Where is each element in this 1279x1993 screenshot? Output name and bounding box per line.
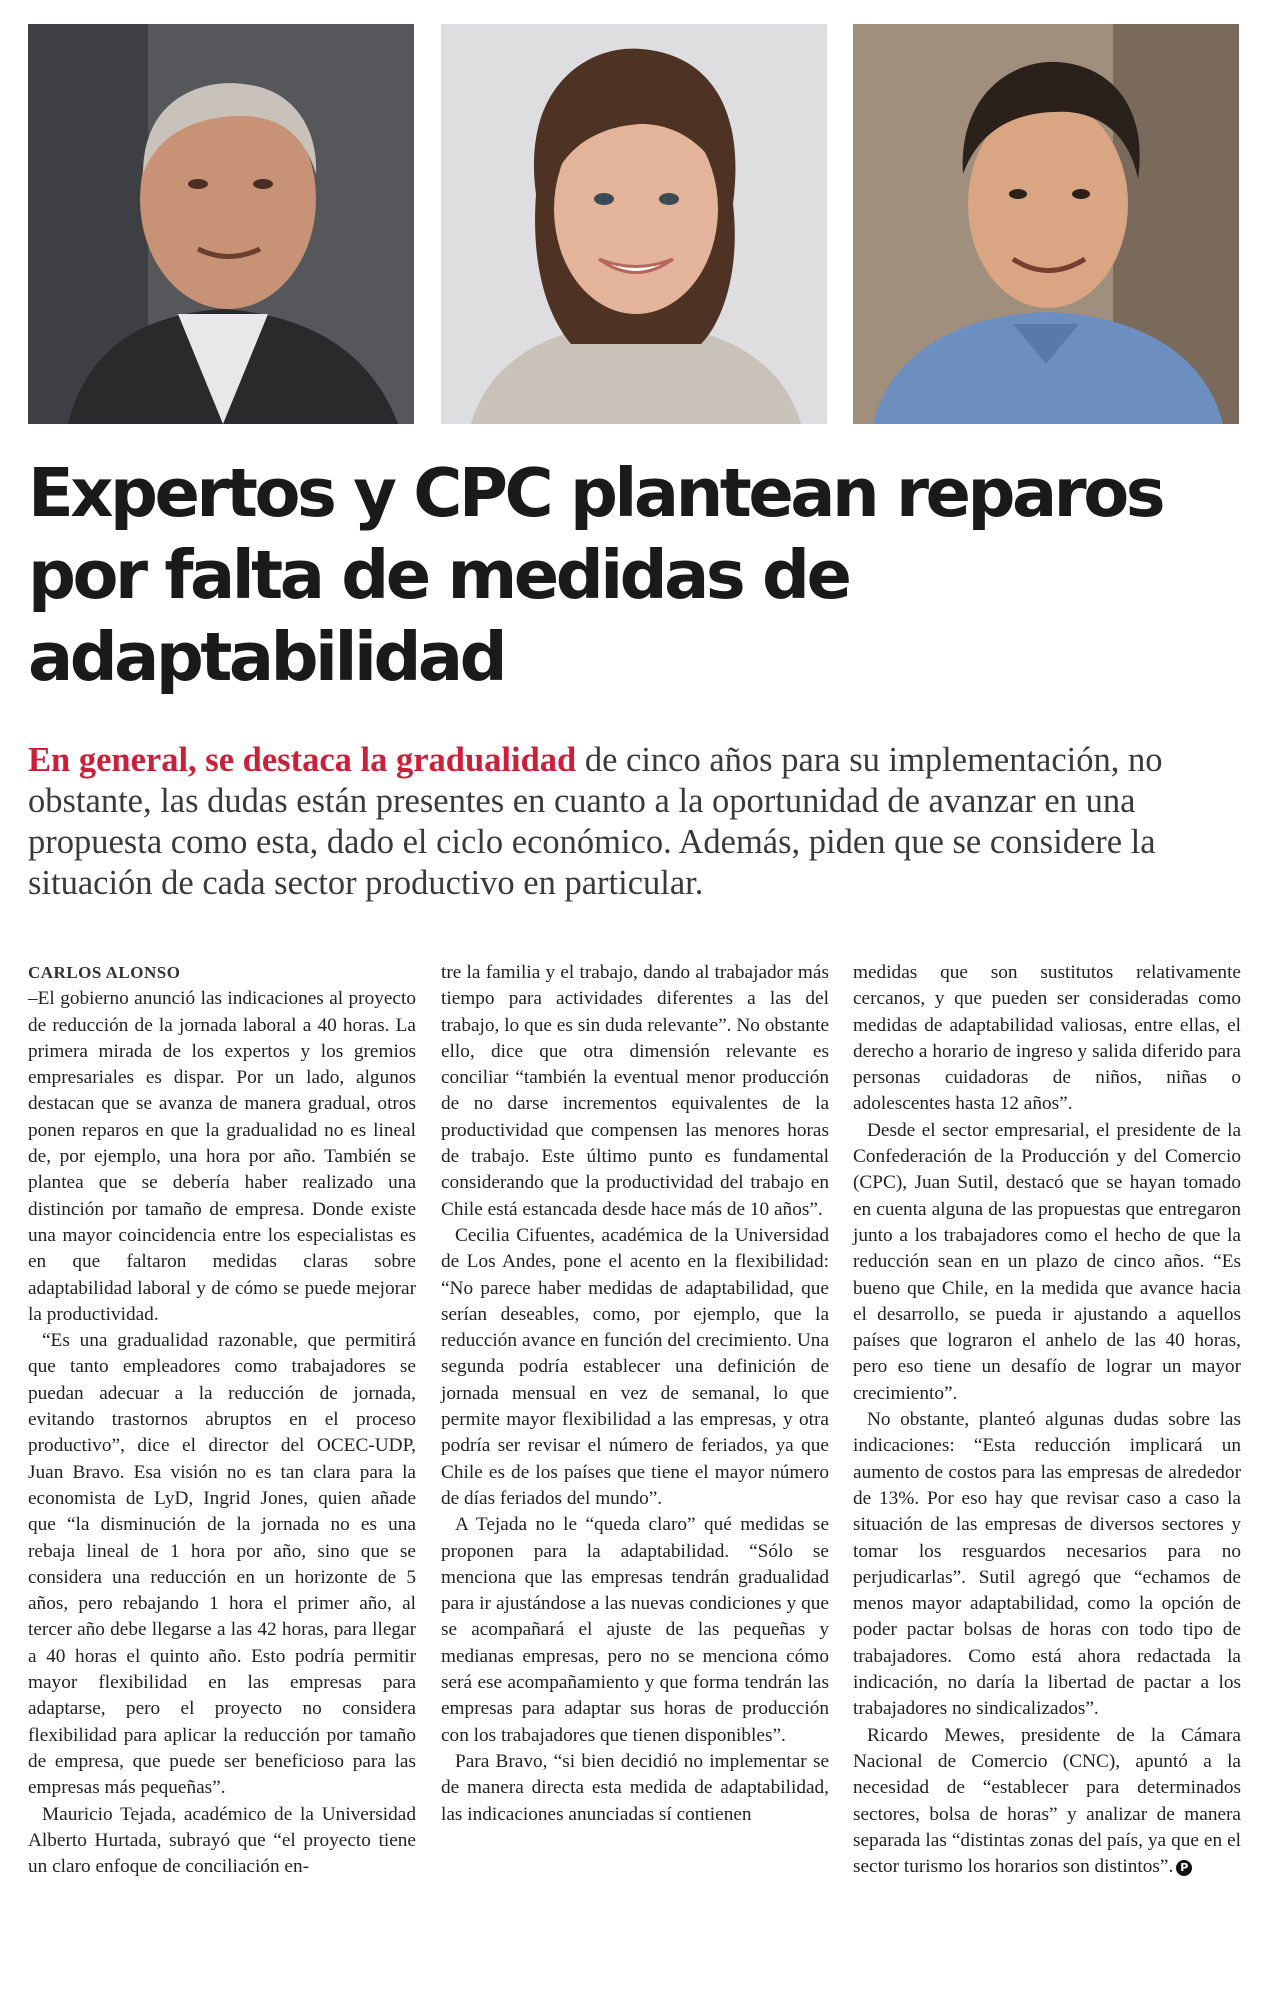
dek-text: de cinco años para su implementación, no obstante, las dudas están presentes en cuanto a la oportunidad de avanzar en una propuesta como esta, dado el ciclo económico. Además, piden que se considere la situación de cada sector productivo en particular. (28, 741, 1163, 902)
paragraph: –El gobierno anunció las indicaciones al proyecto de reducción de la jornada laboral a 40 horas. La primera mirada de los expertos y los gremios empresariales es dispar. Por un lado, algunos destacan que se avanza de manera gradual, otros ponen reparos en que la gradualidad no es lineal de, por ejemplo, una hora por año. También se plantea que se debería haber realizado una distinción por tamaño de empresa. Donde existe una mayor coincidencia entre los especialistas es en que faltaron medidas claras sobre adaptabilidad laboral y de cómo se puede mejorar la productividad. (28, 988, 416, 1325)
article-headline: Expertos y CPC plantean reparos por falta de medidas de adaptabilidad (28, 454, 1163, 696)
paragraph: Mauricio Tejada, académico de la Universidad Alberto Hurtada, subrayó que “el proyecto tiene un claro enfoque de conciliación en- (28, 1803, 416, 1878)
paragraph: Para Bravo, “si bien decidió no implementar se de manera directa esta medida de adaptabilidad, las indicaciones anunciadas sí contienen (441, 1750, 829, 1825)
paragraph: Desde el sector empresarial, el presidente de la Confederación de la Producción y del Comercio (CPC), Juan Sutil, destacó que se hayan tomado en cuenta alguna de las propuestas que entregaron junto a los trabajadores como el hecho de que la reducción sean en un plazo de cinco años. “Es bueno que Chile, en la medida que avance hacia el desarrollo, se pueda ir ajustando a aquellos países que lograron el anhelo de las 40 horas, pero eso tiene un desafío de lograr un mayor crecimiento”. (853, 1119, 1241, 1404)
dek-highlight: En general, se destaca la gradualidad (28, 741, 577, 779)
article-column-2 (441, 960, 829, 1828)
paragraph: Cecilia Cifuentes, académica de la Universidad de Los Andes, pone el acento en la flexibilidad: “No parece haber medidas de adaptabilidad, que serían deseables, como, por ejemplo, que la reducción avance en función del crecimiento. Una segunda podría establecer una definición de jornada mensual en vez de semanal, lo que permite mayor flexibilidad a las empresas, y otra podría ser revisar el número de feriados, ya que Chile es de los países que tiene el mayor número de días feriados del mundo”. (441, 1224, 829, 1509)
article-dek (28, 740, 1248, 904)
portrait-photo-right (853, 24, 1239, 424)
portrait-photo-left (28, 24, 414, 424)
man-portrait-image (28, 24, 414, 424)
paragraph: “Es una gradualidad razonable, que permitirá que tanto empleadores como trabajadores se puedan adecuar a la reducción de jornada, evitando trastornos abruptos en el proceso productivo”, dice el director del OCEC-UDP, Juan Bravo. Esa visión no es tan clara para la economista de LyD, Ingrid Jones, quien añade que “la disminución de la jornada no es una rebaja lineal de 1 hora por año, sino que se considera una reducción en un horizonte de 5 años, pero rebajando 1 hora el primer año, al tercer año debe llegarse a las 42 horas, para llegar a 40 horas el quinto año. Esto podría permitir mayor flexibilidad en las empresas para adaptarse, pero el proyecto no considera flexibilidad para aplicar la reducción por tamaño de empresa, que puede ser beneficioso para las empresas más pequeñas”. (28, 1330, 416, 1799)
end-of-article-icon: P (1176, 1860, 1192, 1876)
paragraph-last (853, 1723, 1241, 1881)
portrait-photo-center (441, 24, 827, 424)
paragraph: medidas que son sustitutos relativamente cercanos, y que pueden ser consideradas como medidas de adaptabilidad valiosas, entre ellas, el derecho a horario de ingreso y salida diferido para personas cuidadoras de niños, niñas o adolescentes hasta 12 años”. (853, 962, 1241, 1115)
article-column-3 (853, 960, 1241, 1880)
young-man-portrait-image (853, 24, 1239, 424)
paragraph: tre la familia y el trabajo, dando al trabajador más tiempo para actividades diferentes a las del trabajo, lo que es sin duda relevante”. No obstante ello, dice que otra dimensión relevante es conciliar “también la eventual menor producción de no darse incrementos equivalentes de la productividad que compensen las menores horas de trabajo. Este último punto es fundamental considerando que la productividad del trabajo en Chile está estancada desde hace más de 10 años”. (441, 962, 829, 1220)
paragraph: A Tejada no le “queda claro” qué medidas se proponen para la adaptabilidad. “Sólo se menciona que las empresas tendrán gradualidad para ir ajustándose a las nuevas condiciones y que se acompañará el ajuste de las pequeñas y medianas empresas, pero no se menciona cómo será ese acompañamiento y que forma tendrán las empresas para adaptar sus horas de producción con los trabajadores que tienen disponibles”. (441, 1514, 829, 1746)
woman-portrait-image (441, 24, 827, 424)
byline: CARLOS ALONSO (28, 963, 181, 982)
article-column-1 (28, 960, 416, 1880)
paragraph-text: Ricardo Mewes, presidente de la Cámara Nacional de Comercio (CNC), apuntó a la necesidad de “establecer para determinados sectores, bolsa de horas” y analizar de manera separada las “distintas zonas del país, ya que en el sector turismo los horarios son distintos”. (853, 1724, 1241, 1878)
paragraph: No obstante, planteó algunas dudas sobre las indicaciones: “Esta reducción implicará un aumento de costos para las empresas de alrededor de 13%. Por eso hay que revisar caso a caso la situación de las empresas de diversos sectores y tomar los resguardos necesarios para no perjudicarlas”. Sutil agregó que “echamos de menos mayor adaptabilidad, como la opción de poder pactar bolsas de horas con todo tipo de trabajadores. Como está ahora redactada la indicación, no daría la libertad de pactar a los trabajadores no sindicalizados”. (853, 1409, 1241, 1720)
